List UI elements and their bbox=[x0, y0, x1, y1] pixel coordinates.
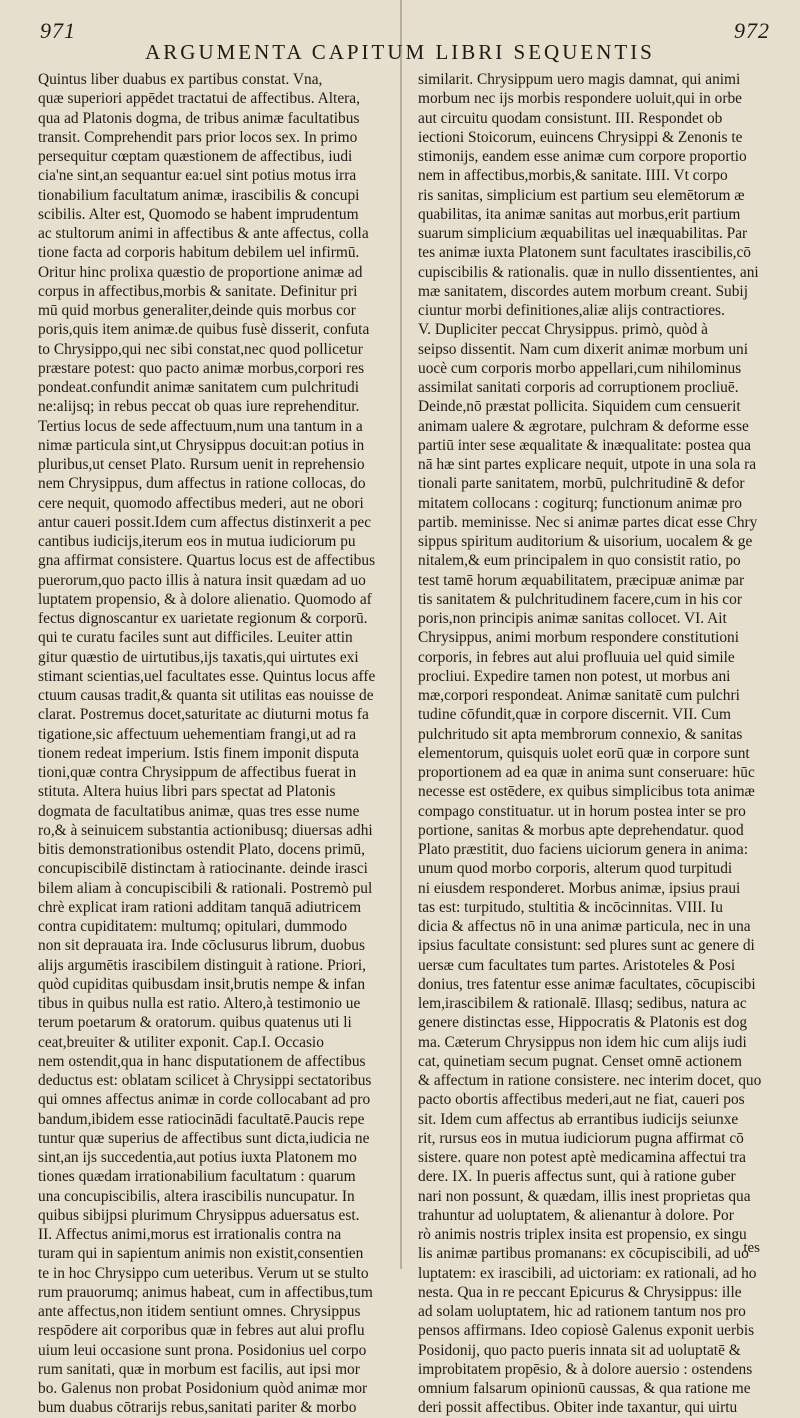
text-line: uersæ cum facultates tum partes. Aristoteles & Posi bbox=[418, 956, 736, 974]
text-line: quæ superiori appēdet tractatui de affectibus. Altera, bbox=[38, 90, 360, 108]
text-line: una concupiscibilis, altera irascibilis nuncupatur. In bbox=[38, 1187, 355, 1205]
right-text-column bbox=[418, 70, 772, 1417]
text-line: tionali parte sanitatem, morbū, pulchritudinē & defor bbox=[418, 475, 745, 493]
text-line: ipsius facultate consistunt: sed plures sunt ac genere di bbox=[418, 937, 755, 955]
text-line: elementorum, quisquis uolet eorū quæ in corpore sunt bbox=[418, 744, 750, 762]
text-line: tigatione,sic affectuum uehementiam frangi,ut ad ra bbox=[38, 725, 357, 743]
text-line: luptatem: ex irascibili, ad uictoriam: ex rationali, ad ho bbox=[418, 1264, 757, 1282]
text-line: deductus est: oblatam scilicet à Chrysippi sectatoribus bbox=[38, 1072, 372, 1089]
text-line: quibus sibijpsi plurimum Chrysippus aduersatus est. bbox=[38, 1206, 360, 1224]
text-line: Quintus liber duabus ex partibus constat. Vna, bbox=[38, 71, 323, 88]
text-line: bilem aliam à concupiscibili & rationali. Postremò pul bbox=[38, 879, 373, 897]
text-line: stimant scientias,uel facultates esse. Quintus locus affe bbox=[38, 667, 376, 685]
text-line: nem ostendit,qua in hanc disputationem de affectibus bbox=[38, 1052, 366, 1070]
text-line: tudine cōfundit,quæ in corpore discernit. VII. Cum bbox=[418, 706, 732, 724]
text-line: tionem redeat imperium. Istis finem imponit disputa bbox=[38, 744, 360, 762]
text-line: Tertius locus de sede affectuum,num una tantum in a bbox=[38, 417, 363, 435]
text-line: pensos affirmans. Ideo copiosè Galenus exponit uerbis bbox=[418, 1322, 755, 1340]
text-line: test tamē horum æquabilitatem, præcipuæ animæ par bbox=[418, 571, 745, 589]
text-line: uium leui occasione sunt prona. Posidonius uel corpo bbox=[38, 1341, 367, 1359]
text-line: lem,irascibilem & rationalē. Illasq; sedibus, natura ac bbox=[418, 995, 747, 1012]
text-line: dere. IX. In pueris affectus sunt, qui à ratione guber bbox=[418, 1168, 736, 1186]
text-line: morbum nec ijs morbis respondere uoluit,qui in orbe bbox=[418, 90, 742, 108]
text-line: tiones quædam irrationabilium facultatum : quarum bbox=[38, 1168, 356, 1186]
text-line: portione, sanitas & morbus apte deprehendatur. quod bbox=[418, 821, 744, 839]
text-line: bandum,ibidem esse ratiocinādi facultatē.Paucis repe bbox=[38, 1110, 365, 1128]
text-line: pondeat.confundit animæ sanitatem cum pulchritudi bbox=[38, 379, 359, 396]
text-line: bum duabus cōtrarijs rebus,sanitati pariter & morbo bbox=[38, 1399, 357, 1417]
text-line: Deinde,nō præstat pollicita. Siquidem cum censuerit bbox=[418, 398, 741, 416]
text-line: & affectum in ratione consistere. nec interim docet, quo bbox=[418, 1072, 762, 1089]
text-line: rit, rursus eos in mutua iudiciorum pugna affirmat cō bbox=[418, 1129, 744, 1147]
text-line: animam ualere & ægrotare, pulchram & deforme esse bbox=[418, 417, 749, 435]
text-line: te in hoc Chrysippo cum ueteribus. Verum ut se stulto bbox=[38, 1264, 369, 1282]
text-line: ceat,breuiter & utiliter exponit. Cap.I. Occasio bbox=[38, 1033, 324, 1051]
text-line: sint,an ijs succedentia,aut potius iuxta Platonem mo bbox=[38, 1149, 357, 1166]
text-line: Chrysippus, animi morbum respondere constitutioni bbox=[418, 629, 740, 647]
text-line: fectus dignoscantur ex uarietate regionum & corporū. bbox=[38, 610, 368, 627]
text-line: nari non possunt, & quædam, illis inest proprietas qua bbox=[418, 1187, 751, 1205]
text-line: concupiscibilē distinctam à ratiocinante. deinde irasci bbox=[38, 860, 368, 878]
text-line: aut circuitu quodam consistunt. III. Respondet ob bbox=[418, 109, 723, 127]
text-line: alijs argumētis irascibilem distinguit à ratione. Priori, bbox=[38, 956, 366, 974]
text-line: ante affectus,non itidem sentiunt omnes. Chrysippus bbox=[38, 1303, 361, 1320]
text-line: ne:alijsq; in rebus peccat ob quas iure reprehenditur. bbox=[38, 398, 360, 416]
text-line: cia'ne sint,an sequantur ea:uel sint potius motus irra bbox=[38, 167, 357, 185]
text-line: omnium falsarum opinionū caussas, & qua ratione me bbox=[418, 1380, 751, 1397]
text-line: gna affirmat consistere. Quartus locus est de affectibus bbox=[38, 552, 376, 570]
text-line: Oritur hinc prolixa quæstio de proportione animæ ad bbox=[38, 263, 363, 281]
text-line: tas est: turpitudo, stultitia & incōcinnitas. VIII. Iu bbox=[418, 898, 723, 916]
text-line: ni eiusdem responderet. Morbus animæ, ipsius praui bbox=[418, 879, 741, 897]
text-line: nem Chrysippus, dum affectus in ratione collocas, do bbox=[38, 475, 366, 493]
text-line: cat, quinetiam secum pugnat. Censet omnē actionem bbox=[418, 1052, 742, 1070]
text-line: lis animæ partibus promanans: ex cōcupiscibili, ad uo bbox=[418, 1245, 749, 1263]
text-line: corporis, in febres aut alui profluuia uel quid simile bbox=[418, 648, 735, 666]
text-line: tuntur quæ superius de affectibus sunt dicta,iudicia ne bbox=[38, 1129, 370, 1147]
text-line: nitalem,& eum principalem in quo consistit ratio, po bbox=[418, 552, 741, 570]
text-line: dicia & affectus nō in una animæ particula, nec in una bbox=[418, 918, 751, 935]
text-line: genere distinctas esse, Hippocratis & Platonis est dog bbox=[418, 1014, 748, 1032]
text-line: similarit. Chrysippum uero magis damnat, qui animi bbox=[418, 71, 741, 88]
text-line: stituta. Altera huius libri pars spectat ad Platonis bbox=[38, 783, 336, 801]
page-number-right: 972 bbox=[734, 18, 770, 43]
text-line: tes animæ iuxta Platonem sunt facultates irascibilis,cō bbox=[418, 244, 751, 262]
text-line: compago constituatur. ut in horum postea inter se pro bbox=[418, 802, 746, 820]
text-line: præstare potest: quo pacto animæ morbus,corpori res bbox=[38, 359, 365, 377]
catchword: tes bbox=[743, 1240, 760, 1256]
text-line: quòd cupiditas quibusdam insit,brutis nempe & infan bbox=[38, 975, 366, 993]
text-line: transit. Comprehendit pars prior locos sex. In primo bbox=[38, 128, 358, 146]
text-line: pulchritudo sit apta membrorum connexio, & sanitas bbox=[418, 725, 743, 743]
text-line: nesta. Qua in re peccant Epicurus & Chrysippus: ille bbox=[418, 1283, 742, 1301]
text-line: respōdere ait corporibus quæ in febres aut alui proflu bbox=[38, 1322, 365, 1340]
text-line: unum quod morbo corporis, alterum quod turpitudi bbox=[418, 860, 733, 878]
text-line: poris,non principis animæ sanitas collocet. VI. Ait bbox=[418, 610, 727, 627]
text-line: non sit deprauata ira. Inde cōclusurus librum, duobus bbox=[38, 937, 365, 955]
text-line: tis sanitatem & pulchritudinem facere,cum in his cor bbox=[418, 590, 742, 608]
text-line: clarat. Postremus docet,saturitate ac diuturni motus fa bbox=[38, 706, 369, 724]
text-line: ctuum causas tradit,& quanta sit utilitas eas nouisse de bbox=[38, 687, 374, 704]
text-line: rum sanitati, quæ in morbum est facilis, aut ipsi mor bbox=[38, 1360, 360, 1378]
text-line: puerorum,quo pacto illis à natura insit quædam ad uo bbox=[38, 571, 366, 589]
text-line: tione facta ad corporis habitum debilem uel infirmū. bbox=[38, 244, 360, 262]
text-line: uocè cum corporis morbo appellari,cum nihilominus bbox=[418, 359, 742, 377]
text-line: bo. Galenus non probat Posidonium quòd animæ mor bbox=[38, 1380, 368, 1397]
text-line: mū quid morbus generaliter,deinde quis morbus cor bbox=[38, 302, 356, 319]
page-gutter bbox=[400, 0, 402, 1269]
text-line: ciuntur morbi definitiones,aliæ alijs contractiores. bbox=[418, 302, 725, 319]
text-line: stimonijs, eandem esse animæ cum corpore proportio bbox=[418, 148, 747, 165]
text-line: nā hæ sint partes explicare nequit, utpote in una sola ra bbox=[418, 456, 757, 473]
text-line: tionabilium facultatum animæ, irascibilis & concupi bbox=[38, 186, 360, 204]
left-text-column bbox=[38, 70, 390, 1417]
text-line: Plato præstitit, duo faciens uiciorum genera in anima: bbox=[418, 841, 748, 858]
text-line: gitur quæstio de uirtutibus,ijs taxatis,qui uirtutes exi bbox=[38, 648, 359, 666]
text-line: turam qui in sapientum animis non existit,consentien bbox=[38, 1245, 364, 1263]
text-line: ris sanitas, simplicium est partium seu elemētorum æ bbox=[418, 186, 745, 204]
text-line: ac stultorum animi in affectibus & ante affectus, colla bbox=[38, 225, 369, 242]
text-line: scibilis. Alter est, Quomodo se habent imprudentum bbox=[38, 205, 359, 223]
running-title: ARGUMENTA CAPITUM LIBRI SEQUENTIS bbox=[145, 40, 655, 64]
text-line: Posidonij, quo pacto pueris innata sit ad uoluptatē & bbox=[418, 1341, 741, 1359]
text-line: partib. meminisse. Nec si animæ partes dicat esse Chry bbox=[418, 513, 758, 531]
text-line: cere nequit, quomodo affectibus mederi, aut ne obori bbox=[38, 494, 364, 512]
text-line: seipso dissentit. Nam cum dixerit animæ morbum uni bbox=[418, 340, 749, 358]
text-line: to Chrysippo,qui nec sibi constat,nec quod pollicetur bbox=[38, 340, 363, 358]
text-line: mæ,corpori respondeat. Animæ sanitatē cum pulchri bbox=[418, 687, 740, 704]
text-line: pacto obortis affectibus mederi,aut ne fiat, caueri pos bbox=[418, 1091, 745, 1109]
text-line: rum prauorumq; animus habeat, cum in affectibus,tum bbox=[38, 1283, 373, 1301]
text-line: donius, tres fatentur esse animæ facultates, cōcupiscibi bbox=[418, 975, 756, 993]
text-line: sippus spiritum auditorium & uisorium, uocalem & ge bbox=[418, 533, 753, 550]
text-line: tibus in quibus nulla est ratio. Altero,à testimonio ue bbox=[38, 995, 361, 1012]
text-line: ad solam uoluptatem, hic ad rationem tantum nos pro bbox=[418, 1303, 746, 1320]
text-line: improbitatem propēsio, & à dolore auersio : ostendens bbox=[418, 1360, 753, 1378]
text-line: deri possit affectibus. Obiter inde taxantur, qui uirtu bbox=[418, 1399, 738, 1417]
text-line: necesse est ostēdere, ex quibus simplicibus tota animæ bbox=[418, 783, 755, 801]
text-line: iectioni Stoicorum, euincens Chrysippi & Zenonis te bbox=[418, 128, 743, 146]
text-line: nimæ particula sint,ut Chrysippus docuit:an potius in bbox=[38, 436, 365, 454]
text-line: nem in affectibus,morbis,& sanitate. IIII. Vt corpo bbox=[418, 167, 728, 185]
text-line: mæ sanitatem, discordes autem morbum creant. Subij bbox=[418, 282, 748, 300]
page-number-left: 971 bbox=[40, 18, 76, 43]
text-line: assimilat sanitati corporis ad corruptionem procliuē. bbox=[418, 379, 739, 396]
text-line: poris,quis item animæ.de quibus fusè disserit, confuta bbox=[38, 321, 370, 339]
text-line: cantibus iudicijs,iterum eos in mutua iudiciorum pu bbox=[38, 533, 356, 550]
text-line: antur caueri possit.Idem cum affectus distinxerit a pec bbox=[38, 513, 372, 531]
text-line: luptatem propensio, & à dolore alienatio. Quomodo af bbox=[38, 590, 372, 608]
text-line: persequitur cœptam quæstionem de affectibus, iudi bbox=[38, 148, 353, 165]
text-line: bitis demonstrationibus ostendit Plato, docens primū, bbox=[38, 841, 366, 858]
text-line: cupiscibilis & rationalis. quæ in nullo dissentientes, ani bbox=[418, 263, 759, 281]
text-line: sistere. quare non potest aptè medicamina affectui tra bbox=[418, 1149, 746, 1166]
text-line: procliui. Expedire tamen non potest, ut morbus ani bbox=[418, 667, 731, 685]
text-line: II. Affectus animi,morus est irrationalis contra na bbox=[38, 1226, 342, 1243]
text-line: qui omnes affectus animæ in corde collocabant ad pro bbox=[38, 1091, 371, 1109]
text-line: pluribus,ut censet Plato. Rursum uenit in reprehensio bbox=[38, 456, 365, 473]
text-line: corpus in affectibus,morbis & sanitate. Definitur pri bbox=[38, 282, 358, 300]
text-line: ro,& à seinuicem substantia actionibusq; diuersas adhi bbox=[38, 821, 373, 839]
text-line: contra cupiditatem: multumq; opitulari, dummodo bbox=[38, 918, 348, 935]
text-line: proportionem ad ea quæ in anima sunt conseruare: hūc bbox=[418, 764, 755, 781]
text-line: dogmata de facultatibus animæ, quas tres esse nume bbox=[38, 802, 360, 820]
text-line: trahuntur ad uoluptatem, & alienantur à dolore. Por bbox=[418, 1206, 734, 1224]
text-line: qui te curatu faciles sunt aut difficiles. Leuiter attin bbox=[38, 629, 353, 647]
text-line: V. Dupliciter peccat Chrysippus. primò, quòd à bbox=[418, 321, 708, 339]
text-line: mitatem collocans : cogiturq; functionum animæ pro bbox=[418, 494, 742, 512]
text-line: quabilitas, ita animæ sanitas aut morbus,erit partium bbox=[418, 205, 741, 223]
text-line: partiū inter sese æqualitate & inæqualitate: postea qua bbox=[418, 436, 751, 454]
text-line: sit. Idem cum affectus ab errantibus iudicijs seiunxe bbox=[418, 1110, 739, 1128]
text-line: chrè explicat iram rationi additam tanquā adiutricem bbox=[38, 898, 362, 916]
text-line: tioni,quæ contra Chrysippum de affectibus fuerat in bbox=[38, 764, 357, 781]
text-line: ma. Cæterum Chrysippus non idem hic cum alijs iudi bbox=[418, 1033, 747, 1051]
text-line: qua ad Platonis dogma, de tribus animæ facultatibus bbox=[38, 109, 360, 127]
text-line: suarum simplicium æquabilitas uel inæquabilitas. Par bbox=[418, 225, 748, 242]
text-line: rò animis nostris triplex insita est propensio, ex singu bbox=[418, 1226, 747, 1243]
text-line: terum poetarum & oratorum. quibus quatenus uti li bbox=[38, 1014, 352, 1032]
